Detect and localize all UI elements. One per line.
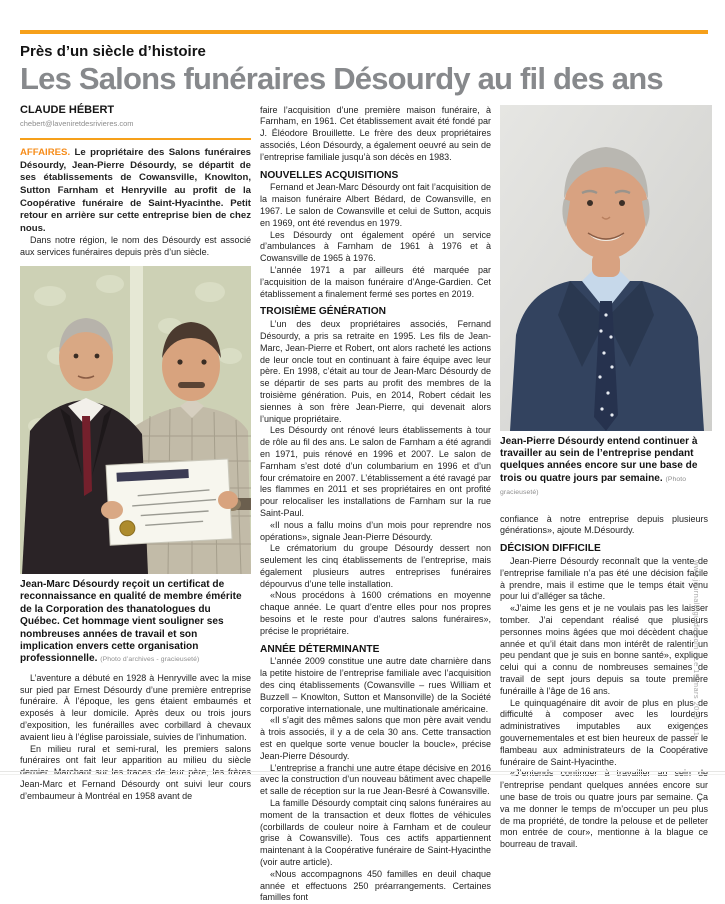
byline-author: CLAUDE HÉBERT: [20, 103, 115, 116]
column-middle: [260, 105, 491, 904]
edition-info-vertical: www.journalleguide.com - Le 19 mars 2025 - 11: [692, 560, 701, 737]
photo-certificate-ceremony: [20, 266, 251, 574]
paragraph: Jean-Pierre Désourdy reconnaît que la vente de l’entreprise familiale n’a pas été une décision facile à prendre, mais il estime que le temps était venu pour lui d’alléger sa tâche.: [500, 556, 708, 602]
paragraph: «Nous accompagnons 450 familles en deuil chaque année et effectuons 250 préarrangements. Certaines familles font: [260, 868, 491, 903]
photo-caption-left: [20, 579, 251, 667]
paragraph: L’année 1971 a par ailleurs été marquée par l’acquisition de la maison funéraire d’Ange-Gardien. Cet établissement a finalement fermé ses portes en 2019.: [260, 264, 491, 299]
paragraph-continued: confiance à notre entreprise depuis plusieurs générations», ajoute M.Désourdy.: [500, 513, 708, 536]
paragraph: L’année 2009 constitue une autre date charnière dans la petite histoire de l’entreprise familiale avec l’acquisition des cinq établissements (Cowansville – rues William et Buzzell – Knowlton, Sutton et Mansonville) de la Société corporative internationale, une multinationale américaine.: [260, 656, 491, 714]
kicker: Près d’un siècle d’histoire: [20, 43, 206, 60]
paragraph: Fernand et Jean-Marc Désourdy ont fait l’acquisition de la maison funéraire Albert Bédard, de Cowansville, en 1967. Le salon de Cowansville et celui de Sutton, acquis en 1969, ont été revendus en 1979.: [260, 182, 491, 228]
section-heading-nouvelles-acquisitions: NOUVELLES ACQUISITIONS: [260, 169, 399, 181]
top-accent-bar: [20, 30, 708, 34]
paragraph: Les Désourdy ont rénové leurs établissements à tour de rôle au fil des ans. Le salon de Farnham a été agrandi en 1971, puis rénové en 1996 et 2007. Le salon de Farnham s’est doté d’un columbarium en 1996 et d’un four crématoire en 2007. L’établissement a été ravagé par les flammes en 2011 et ses propriétaires en ont profité pour relocaliser les installations de Farnham sur la rue Saint-Paul.: [260, 425, 491, 518]
paragraph: Le quinquagénaire dit avoir de plus en plus de difficulté à composer avec les lourdeurs administratives imputables aux exigences gouvernementales et est bien heureux de passer le flambeau aux administrateurs de la Coopérative funéraire de Saint-Hyacinthe.: [500, 697, 708, 767]
paragraph: Le crématorium du groupe Désourdy dessert non seulement les cinq établissements de l’entreprise, mais également plusieurs autres entreprises funéraires dépourvus d’une telle installation.: [260, 543, 491, 589]
article-columns: [20, 105, 708, 904]
photo-jean-pierre-desourdy: [500, 105, 712, 431]
column-right: [500, 105, 708, 904]
paragraph-continued: faire l’acquisition d’une première maison funéraire, à Farnham, en 1961. Cet établissement avait été fondé par J. Éléodore Brouillette. Le frère des deux propriétaires associés, Léon Désourdy, a également oeuvré au sein de l’entreprise familiale jusqu’à son décès en 1983.: [260, 104, 491, 162]
column-left: [20, 105, 251, 904]
bottom-divider-2: [0, 774, 725, 775]
page-title: Les Salons funéraires Désourdy au fil des ans: [20, 61, 663, 96]
certificate: [106, 459, 232, 545]
bottom-divider: [0, 771, 725, 772]
lead-text: Le propriétaire des Salons funéraires Désourdy, Jean-Pierre Désourdy, se départit de ses établissements de Cowansville, Knowlton, Sutton Farnham et Henryville au profit de la Coopérative funéraire de Saint-Hyacinthe. Petit retour en arrière sur cette entreprise bien de chez nous.: [20, 147, 251, 234]
byline-divider: [20, 138, 251, 140]
paragraph: «Il nous a fallu moins d’un mois pour reprendre nos opérations», signale Jean-Pierre Désourdy.: [260, 519, 491, 542]
paragraph: «J’aime les gens et je ne voulais pas les laisser tomber. J’ai cependant réalisé que plusieurs personnes moins âgées que moi décèdent chaque année et qu’il était dans mon intérêt de ralentir un peu pendant que je suis en bonne santé», explique celui qui a connu de nombreuses semaines de travail de sept jours depuis sa toute première funéraille à l’âge de 16 ans.: [500, 603, 708, 696]
lead-paragraph: [20, 147, 251, 235]
section-label-affaires: AFFAIRES.: [20, 147, 71, 159]
section-heading-troisieme-generation: TROISIÈME GÉNÉRATION: [260, 306, 387, 318]
section-heading-annee-determinante: ANNÉE DÉTERMINANTE: [260, 643, 380, 655]
photo-caption-right: [500, 436, 708, 500]
paragraph: La famille Désourdy comptait cinq salons funéraires au moment de la transaction et deux flottes de véhicules (corbillards de couleur noire à Farnham et de couleur grise à Cowansville). Tous ces actifs appartiennent maintenant à la Coopérative funéraire de Saint-Hyacinthe (voir autre article).: [260, 798, 491, 868]
hand-right: [218, 491, 238, 509]
caption-text: Jean-Marc Désourdy reçoit un certificat de reconnaissance en qualité de membre émérite de la Corporation des thanatologues du Québec. Cet hommage vient souligner ses nombreuses années de travail et son implication envers cette organisation professionnelle.: [20, 578, 242, 665]
byline-email: chebert@laveniretdesrivieres.com: [20, 119, 134, 129]
caption-text: Jean-Pierre Désourdy entend continuer à travailler au sein de l’entreprise pendant quelques années encore sur une base de trois ou quatre jours par semaine.: [500, 435, 698, 484]
paragraph: L’aventure a débuté en 1928 à Henryville avec la mise sur pied par Ernest Désourdy d’une première entreprise funéraire. À l’époque, les gens étaient embaumés et exposés à leur domicile. Après deux ou trois jours d’exposition, les funérailles avec corbillard à chevaux avaient lieu à l’église paroissiale, suivies de l’inhumation.: [20, 672, 251, 742]
paragraph: «Nous procédons à 1600 crémations en moyenne chaque année. Le quart d’entre elles pour nos propres besoins et le reste pour d’autres salons funéraires», précise le propriétaire.: [260, 590, 491, 636]
hand-left: [101, 501, 123, 519]
section-heading-decision-difficile: DÉCISION DIFFICILE: [500, 543, 601, 555]
paragraph: L’un des deux propriétaires associés, Fernand Désourdy, a pris sa retraite en 1995. Les fils de Jean-Marc, Jean-Pierre et Robert, ont alors racheté les actions de leur oncle tout en continuant à faire équipe avec leur père. En 1998, c’était au tour de Jean-Marc Désourdy de se départir de ses parts au profit des membres de la troisième génération. Puis, en 2014, Robert cédait les siennes à son frère Jean-Pierre, qui devenait alors l’unique propriétaire.: [260, 319, 491, 424]
paragraph: Les Désourdy ont également opéré un service d’ambulances à Farnham de 1961 à 1976 et à Cowansville de 1965 à 1976.: [260, 229, 491, 264]
paragraph: «J’entends continuer à travailler au sein de l’entreprise pendant quelques années encore sur une base de trois ou quatre jours par semaine. Ça va me donner le temps de m’occuper un peu plus de ma propriété, de tondre la pelouse et de pelleter mon entrée de cour», mentionne à la blague ce bourreau de travail.: [500, 768, 708, 850]
photo-credit-right: (Photo gracieuseté): [500, 475, 687, 497]
paragraph: Dans notre région, le nom des Désourdy est associé aux services funéraires depuis près d’un siècle.: [20, 235, 251, 258]
paragraph: L’entreprise a franchi une autre étape décisive en 2016 avec la construction d’un nouveau bâtiment avec chapelle et salle de réception sur la rue Jean-Besré à Cowansville.: [260, 762, 491, 797]
paragraph: En milieu rural et semi-rural, les premiers salons funéraires ont fait leur apparition au milieu du siècle dernier. Marchant sur les traces de leur père, les frères Jean-Marc et Fernand Désourdy ont suivi leur cours d’embaumeur à Montréal en 1958 avant de: [20, 743, 251, 801]
paragraph: «Il s’agit des mêmes salons que mon père avait vendu à trois associés, il y a de cela 30 ans. Cette transaction est en quelque sorte venue boucler la boucle», précise Jean-Pierre Désourdy.: [260, 715, 491, 761]
photo-credit-left: (Photo d’archives - gracieuseté): [100, 656, 200, 664]
